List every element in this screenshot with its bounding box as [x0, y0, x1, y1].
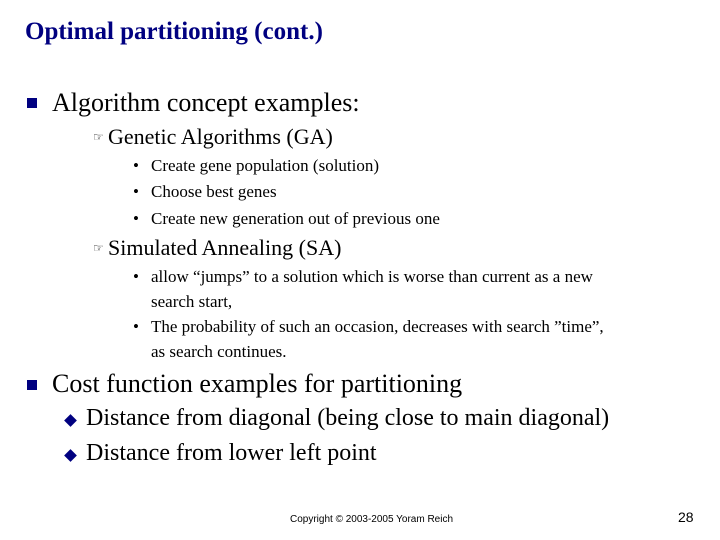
point-probability: The probability of such an occasion, decreases with search ”time”,: [151, 317, 604, 336]
subitem-distance-lower-left: Distance from lower left point: [86, 440, 377, 466]
dot-bullet: •: [133, 267, 139, 286]
subitem-distance-diagonal: Distance from diagonal (being close to main diagonal): [86, 405, 610, 431]
point-allow-jumps: allow “jumps” to a solution which is worse than current as a new: [151, 267, 593, 286]
point-probability-cont: as search continues.: [151, 342, 287, 361]
bullet-cost-function: Cost function examples for partitioning: [52, 369, 463, 398]
point-choose-genes: Choose best genes: [151, 182, 277, 201]
dot-bullet: •: [133, 209, 139, 228]
dot-bullet: •: [133, 156, 139, 175]
pointing-hand-icon: ☞: [93, 130, 104, 144]
pointing-hand-icon: ☞: [93, 241, 104, 255]
square-bullet-icon: [27, 380, 37, 390]
point-create-population: Create gene population (solution): [151, 156, 380, 175]
bullet-algorithm-concepts: Algorithm concept examples:: [52, 88, 360, 117]
subitem-simulated-annealing: Simulated Annealing (SA): [108, 235, 342, 260]
point-new-generation: Create new generation out of previous one: [151, 209, 440, 228]
point-allow-jumps-cont: search start,: [151, 292, 233, 311]
copyright-footer: Copyright © 2003-2005 Yoram Reich: [290, 514, 454, 525]
subitem-genetic-algorithms: Genetic Algorithms (GA): [108, 124, 333, 149]
square-bullet-icon: [27, 98, 37, 108]
dot-bullet: •: [133, 182, 139, 201]
slide-title: Optimal partitioning (cont.): [25, 18, 323, 45]
page-number: 28: [678, 509, 694, 525]
dot-bullet: •: [133, 317, 139, 336]
diamond-bullet-icon: [64, 449, 77, 462]
diamond-bullet-icon: [64, 414, 77, 427]
